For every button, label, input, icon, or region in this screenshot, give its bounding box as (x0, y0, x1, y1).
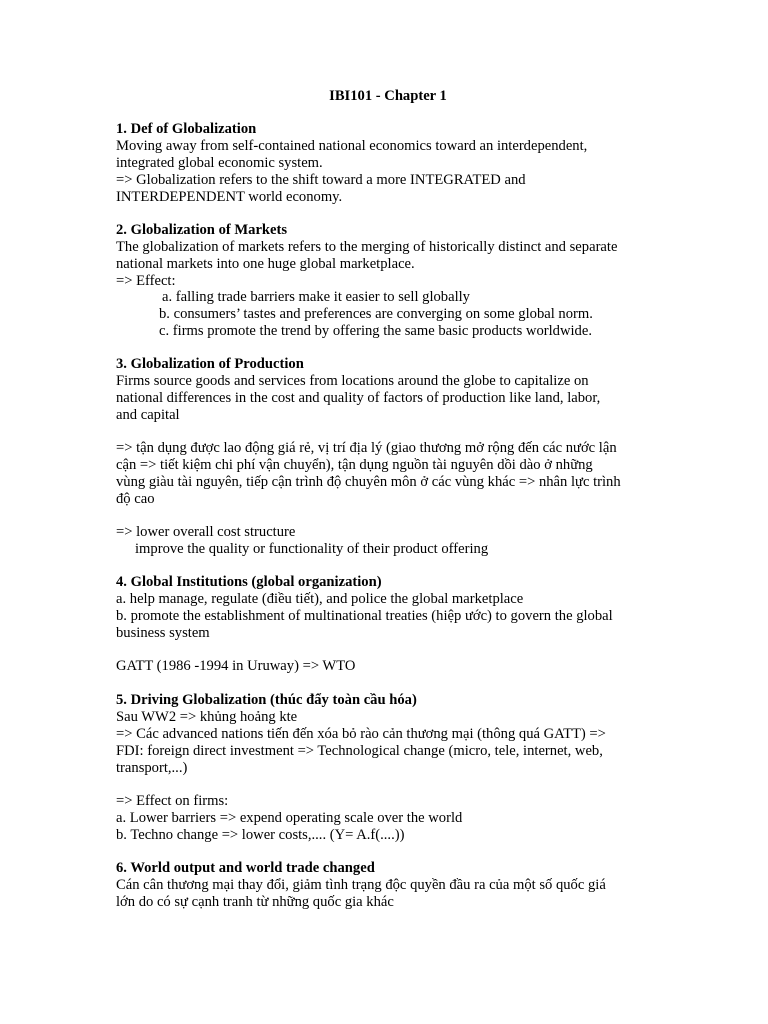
section-2-heading: 2. Globalization of Markets (116, 222, 288, 238)
section-6-line: Cán cân thương mại thay đổi, giảm tình trạng độc quyền đầu ra của một số quốc giá (116, 877, 606, 893)
section-1-line: integrated global economic system. (116, 155, 323, 171)
section-3-result: improve the quality or functionality of their product offering (135, 541, 489, 557)
document-title: IBI101 - Chapter 1 (329, 88, 447, 104)
section-1-heading: 1. Def of Globalization (116, 121, 257, 137)
section-3-heading: 3. Globalization of Production (116, 356, 304, 372)
section-5-line: => Các advanced nations tiến đến xóa bỏ rào cản thương mại (thông quá GATT) => (116, 726, 606, 742)
section-2-line: national markets into one huge global marketplace. (116, 256, 415, 272)
section-3-line: national differences in the cost and quality of factors of production like land, labor, (116, 390, 601, 406)
section-3-vn-line: độ cao (116, 491, 155, 507)
section-4-line: business system (116, 625, 210, 641)
section-5-line: transport,...) (116, 760, 188, 776)
section-5-effect-line: => Effect on firms: (116, 793, 229, 809)
section-2-effect-item: b. consumers’ tastes and preferences are converging on some global norm. (159, 306, 593, 322)
section-4-gatt-line: GATT (1986 -1994 in Uruway) => WTO (116, 658, 356, 674)
section-1-line: Moving away from self-contained national economics toward an interdependent, (116, 138, 588, 154)
section-3-vn-line: => tận dụng được lao động giá rẻ, vị trí địa lý (giao thương mở rộng đến các nước lận (116, 440, 617, 456)
section-3-vn-line: vùng giàu tài nguyên, tiếp cận trình độ chuyên môn ở các vùng khác => nhân lực trình (116, 474, 621, 490)
section-5-heading: 5. Driving Globalization (thúc đẩy toàn cầu hóa) (116, 692, 417, 708)
section-4-line: a. help manage, regulate (điều tiết), and police the global marketplace (116, 591, 524, 607)
section-4-heading: 4. Global Institutions (global organization) (116, 574, 382, 590)
section-2-effect-item: a. falling trade barriers make it easier to sell globally (162, 289, 470, 305)
section-3-result: => lower overall cost structure (116, 524, 296, 540)
section-2-effect-item: c. firms promote the trend by offering the same basic products worldwide. (159, 323, 592, 339)
section-3-line: Firms source goods and services from locations around the globe to capitalize on (116, 373, 589, 389)
section-5-effect-line: a. Lower barriers => expend operating scale over the world (116, 810, 463, 826)
section-3-vn-line: cận => tiết kiệm chi phí vận chuyển), tận dụng nguồn tài nguyên dồi dào ở những (116, 457, 593, 473)
section-5-effect-line: b. Techno change => lower costs,.... (Y= A.f(....)) (116, 827, 405, 843)
section-2-line: => Effect: (116, 273, 176, 289)
section-3-line: and capital (116, 407, 180, 423)
section-5-line: FDI: foreign direct investment => Technological change (micro, tele, internet, web, (116, 743, 603, 759)
section-4-line: b. promote the establishment of multinational treaties (hiệp ước) to govern the global (116, 608, 613, 624)
section-1-line: => Globalization refers to the shift toward a more INTEGRATED and (116, 172, 526, 188)
section-6-heading: 6. World output and world trade changed (116, 860, 375, 876)
section-5-line: Sau WW2 => khủng hoảng kte (116, 709, 298, 725)
section-2-line: The globalization of markets refers to the merging of historically distinct and separate (116, 239, 618, 255)
section-1-line: INTERDEPENDENT world economy. (116, 189, 343, 205)
section-6-line: lớn do có sự cạnh tranh từ những quốc gia khác (116, 894, 394, 910)
